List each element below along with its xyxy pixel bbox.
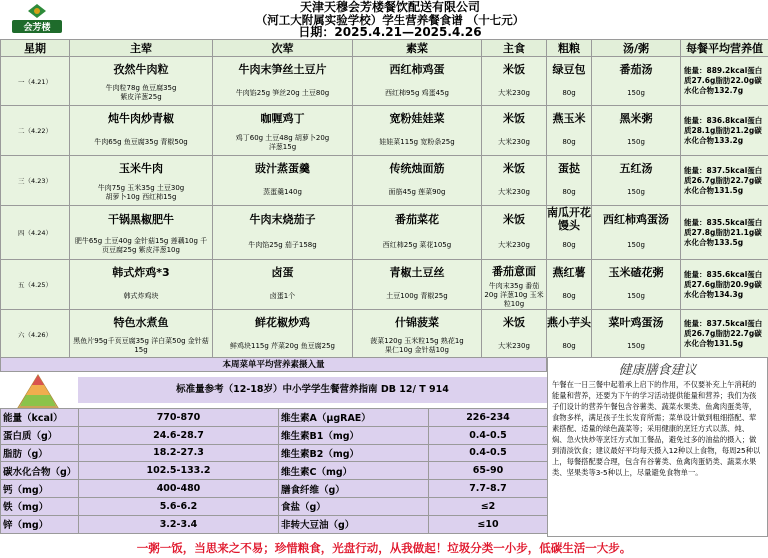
main-dish-ingredients: 牛肉75g 玉米35g 土豆30g 胡萝卜10g 西红柿15g: [97, 183, 185, 201]
staple-name: 米饭: [503, 161, 525, 175]
nutrient-value: 226-234: [429, 409, 548, 427]
veg-dish-name: 西红柿鸡蛋: [389, 62, 445, 76]
sub-dish-ingredients: 牛肉馅25g 笋丝20g 土豆80g: [235, 88, 330, 97]
veg-dish-name: 青椒土豆丝: [389, 265, 445, 279]
main-dish-name: 炖牛肉炒青椒: [108, 111, 174, 125]
sub-dish-ingredients: 鲜鸡块115g 芹菜20g 鱼豆腐25g: [230, 341, 335, 350]
staple-ingredients: 大米230g: [498, 241, 530, 250]
nutrient-name: 维生素C（mg）: [279, 462, 429, 480]
table-row: [1, 57, 768, 106]
staple-name: 米饭: [503, 315, 525, 329]
grain-name: 燕小芋头: [547, 315, 591, 329]
soup-ingredients: 150g: [627, 138, 645, 147]
day-cell: [1, 206, 70, 260]
title-school: （河工大附属实验学校）学生营养餐食谱 （十七元）: [255, 12, 525, 27]
nutrient-name: 维生素B1（mg）: [279, 426, 429, 444]
nutrition-cell: [681, 310, 768, 359]
grain-cell: [547, 106, 592, 156]
day-label: 二（4.22）: [18, 127, 52, 135]
day-label: 一（4.21）: [18, 77, 52, 86]
header: [0, 0, 768, 39]
veg-dish-cell: [353, 106, 482, 156]
veg-dish-name: 宽粉娃娃菜: [389, 111, 445, 125]
sub-dish-name: 咖喱鸡丁: [260, 111, 305, 125]
nutrition-cell: [681, 57, 768, 106]
grain-cell: [547, 57, 592, 106]
staple-name: 米饭: [503, 111, 525, 125]
nutrient-name: 蛋白质（g）: [1, 426, 79, 444]
standard-reference: 标准量参考（12-18岁）中小学学生餐营养指南 DB 12/ T 914: [78, 377, 547, 403]
sub-dish-cell: [213, 260, 353, 310]
soup-ingredients: 150g: [627, 188, 645, 197]
veg-dish-ingredients: 娃娃菜115g 宽粉条25g: [379, 138, 455, 147]
nutrient-name: 维生素B2（mg）: [279, 444, 429, 462]
title-company: 天津天穆会芳楼餐饮配送有限公司: [299, 0, 480, 14]
nutrient-name: 碳水化合物（g）: [1, 462, 79, 480]
day-cell: [1, 310, 70, 359]
soup-name: 五红汤: [619, 161, 653, 175]
nutrient-value: 770-870: [79, 409, 279, 427]
veg-dish-ingredients: 菠菜120g 玉米粒15g 熟花1g 果仁10g 金针菇10g: [370, 337, 464, 354]
menu-table: [0, 39, 768, 359]
day-cell: [1, 260, 70, 310]
staple-ingredients: 大米230g: [498, 88, 530, 97]
main-dish-name: 韩式炸鸡*3: [112, 265, 170, 279]
nutrition-section: [0, 357, 768, 537]
veg-dish-name: 传统烛面筋: [389, 161, 445, 175]
header-day: 星期: [1, 40, 70, 57]
nutrition-cell: [681, 106, 768, 156]
grain-ingredients: 80g: [562, 292, 576, 301]
nutrient-name: 钙（mg）: [1, 480, 79, 498]
nutrient-row: [1, 497, 548, 515]
main-dish-ingredients: 黑鱼片95g千页豆腐35g 洋白菜50g 金针菇15g: [73, 337, 209, 354]
weekly-nutrient-heading: 本周菜单平均营养素摄入量: [0, 357, 547, 372]
nutrient-row: [1, 462, 548, 480]
soup-ingredients: 150g: [627, 341, 645, 350]
sub-dish-ingredients: 牛肉馅25g 茄子158g: [248, 241, 317, 250]
sub-dish-cell: [213, 206, 353, 260]
nutrient-value: 24.6-28.7: [79, 426, 279, 444]
staple-cell: [482, 260, 547, 310]
nutrition-cell: [681, 260, 768, 310]
soup-cell: [592, 57, 681, 106]
soup-name: 菜叶鸡蛋汤: [608, 315, 664, 329]
sub-dish-ingredients: 卤蛋1个: [269, 292, 296, 301]
day-cell: [1, 57, 70, 106]
nutrient-value: 65-90: [429, 462, 548, 480]
table-row: [1, 310, 768, 359]
main-dish-ingredients: 韩式炸鸡块: [123, 292, 159, 301]
company-logo: [8, 2, 66, 36]
staple-ingredients: 大米230g: [498, 341, 530, 350]
header-nutrition: 每餐平均营养值: [681, 40, 768, 57]
soup-name: 番茄汤: [619, 62, 653, 76]
staple-cell: [482, 57, 547, 106]
main-dish-cell: [70, 260, 213, 310]
staple-cell: [482, 206, 547, 260]
main-dish-cell: [70, 106, 213, 156]
grain-ingredients: 80g: [562, 188, 576, 197]
veg-dish-cell: [353, 260, 482, 310]
nutrient-row: [1, 515, 548, 533]
header-staple: 主食: [482, 40, 547, 57]
soup-cell: [592, 156, 681, 206]
sub-dish-cell: [213, 57, 353, 106]
nutrient-table: [0, 408, 548, 534]
nutrient-value: 102.5-133.2: [79, 462, 279, 480]
nutrient-value: 400-480: [79, 480, 279, 498]
grain-ingredients: 80g: [562, 241, 576, 250]
grain-ingredients: 80g: [562, 88, 576, 97]
grain-cell: [547, 156, 592, 206]
veg-dish-ingredients: 西红柿25g 菜花105g: [382, 241, 452, 250]
sub-dish-name: 豉汁蒸蛋羹: [255, 161, 310, 175]
nutrient-row: [1, 426, 548, 444]
veg-dish-name: 什锦菠菜: [395, 315, 439, 329]
main-dish-ingredients: 肥牛65g 土豆40g 金针菇15g 莲藕10g 千页豆腐25g 紫皮洋葱10g: [74, 236, 208, 254]
health-advice-panel: [547, 357, 768, 537]
nutrient-name: 非转大豆油（g）: [279, 515, 429, 533]
grain-cell: [547, 260, 592, 310]
nutrient-value: ≤2: [429, 497, 548, 515]
date-range: 日期：2025.4.21—2025.4.26: [298, 25, 482, 39]
soup-cell: [592, 260, 681, 310]
staple-cell: [482, 310, 547, 359]
advice-title: 健康膳食建议: [618, 363, 697, 378]
nutrient-name: 锌（mg）: [1, 515, 79, 533]
main-dish-cell: [70, 57, 213, 106]
main-dish-name: 特色水煮鱼: [113, 315, 169, 329]
slogan: 一粥一饭，当思来之不易；珍惜粮食，光盘行动，从我做起！垃圾分类一小步，低碳生活一大步。: [136, 541, 632, 555]
nutrient-value: 18.2-27.3: [79, 444, 279, 462]
veg-dish-ingredients: 面筋45g 莲菜90g: [388, 188, 446, 197]
sub-dish-ingredients: 蒸蛋羹140g: [263, 188, 302, 197]
table-row: [1, 106, 768, 156]
soup-name: 西红柿鸡蛋汤: [603, 212, 669, 226]
soup-ingredients: 150g: [627, 292, 645, 301]
advice-text: 午餐在一日三餐中起着承上启下的作用，不仅要补充上午消耗的能量和营养，还要为下午的学习活动提供能量和营养；我们为孩子们设计的营养午餐包含谷薯类、蔬菜水果类、鱼禽肉蛋类等，食物多样，满足孩子生长发育所需；菜单设计做到粗细搭配、荤素搭配、适量的绿色蔬菜等；采用健康的烹饪方式以蒸、炖、焖、急火快炒等烹饪方式加工餐品，避免过多的油盐的摄入；做到清淡饮食；建议最好平均每天摄入12种以上食物，每周25种以上，每餐搭配要合理，包含有谷薯类、鱼禽肉蛋奶类、蔬菜水果类、坚果类等3-5种以上，尽量避免食物单一。: [552, 380, 761, 477]
grain-name: 燕玉米: [552, 111, 586, 125]
nutrient-value: 3.2-3.4: [79, 515, 279, 533]
table-row: [1, 260, 768, 310]
grain-ingredients: 80g: [562, 341, 576, 350]
staple-ingredients: 大米230g: [498, 188, 530, 197]
nutrition-value: 能量：835.5kcal蛋白质27.8g脂肪21.1g碳水化合物133.5g: [684, 217, 763, 247]
veg-dish-cell: [353, 57, 482, 106]
nutrient-name: 能量（kcal）: [1, 409, 79, 427]
nutrition-value: 能量：836.8kcal蛋白质28.1g脂肪21.2g碳水化合物133.2g: [684, 115, 763, 145]
menu-title: [150, 1, 630, 39]
main-dish-cell: [70, 310, 213, 359]
nutrition-cell: [681, 156, 768, 206]
sub-dish-cell: [213, 156, 353, 206]
sub-dish-name: 鲜花椒炒鸡: [255, 315, 310, 329]
veg-dish-cell: [353, 310, 482, 359]
grain-name: 燕红薯: [552, 265, 586, 279]
main-dish-ingredients: 牛肉65g 鱼豆腐35g 青椒50g: [94, 138, 188, 147]
soup-cell: [592, 206, 681, 260]
main-dish-cell: [70, 206, 213, 260]
soup-ingredients: 150g: [627, 241, 645, 250]
header-main: 主荤: [70, 40, 213, 57]
staple-name: 米饭: [503, 62, 525, 76]
nutrition-value: 能量：837.5kcal蛋白质26.7g脂肪22.7g碳水化合物131.5g: [684, 319, 763, 348]
grain-cell: [547, 310, 592, 359]
nutrient-name: 维生素A（μgRAE）: [279, 409, 429, 427]
nutrition-cell: [681, 206, 768, 260]
nutrient-value: 7.7-8.7: [429, 480, 548, 498]
veg-dish-name: 番茄菜花: [395, 212, 439, 226]
grain-name: 南瓜开花馒头: [547, 206, 591, 233]
veg-dish-ingredients: 西红柿95g 鸡蛋45g: [385, 88, 449, 97]
nutrition-value: 能量：835.6kcal蛋白质27.6g脂肪20.9g碳水化合物134.3g: [684, 269, 763, 299]
veg-dish-ingredients: 土豆100g 青椒25g: [386, 292, 448, 301]
nutrient-name: 脂肪（g）: [1, 444, 79, 462]
soup-cell: [592, 310, 681, 359]
nutrition-value: 能量：837.5kcal蛋白质26.7g脂肪22.7g碳水化合物131.5g: [684, 165, 763, 195]
grain-cell: [547, 206, 592, 260]
nutrient-row: [1, 480, 548, 498]
nutrient-row: [1, 409, 548, 427]
grain-name: 绿豆包: [552, 62, 586, 76]
staple-name: 番茄意面: [492, 264, 536, 278]
veg-dish-cell: [353, 156, 482, 206]
nutrient-name: 膳食纤维（g）: [279, 480, 429, 498]
header-soup: 汤/粥: [592, 40, 681, 57]
nutrient-value: 0.4-0.5: [429, 444, 548, 462]
day-label: 四（4.24）: [18, 229, 52, 237]
sub-dish-name: 卤蛋: [271, 265, 294, 279]
sub-dish-cell: [213, 106, 353, 156]
sub-dish-name: 牛肉末笋丝土豆片: [238, 62, 327, 76]
nutrient-name: 铁（mg）: [1, 497, 79, 515]
grain-name: 蛋挞: [558, 161, 580, 175]
day-label: 六（4.26）: [18, 330, 52, 339]
header-sub: 次荤: [213, 40, 353, 57]
day-cell: [1, 156, 70, 206]
nutrition-value: 能量：889.2kcal蛋白质27.6g脂肪22.0g碳水化合物132.7g: [684, 66, 763, 95]
nutrient-value: 5.6-6.2: [79, 497, 279, 515]
svg-text:会芳楼: 会芳楼: [23, 23, 51, 33]
staple-ingredients: 大米230g: [498, 138, 530, 147]
table-row: [1, 156, 768, 206]
menu-header-row: [1, 40, 768, 57]
day-cell: [1, 106, 70, 156]
soup-ingredients: 150g: [627, 88, 645, 97]
main-dish-cell: [70, 156, 213, 206]
grain-ingredients: 80g: [562, 138, 576, 147]
veg-dish-cell: [353, 206, 482, 260]
staple-name: 米饭: [503, 212, 525, 226]
header-veg: 素菜: [353, 40, 482, 57]
staple-cell: [482, 156, 547, 206]
soup-name: 玉米碴花粥: [608, 265, 664, 279]
day-label: 三（4.23）: [18, 177, 52, 185]
table-row: [1, 206, 768, 260]
soup-name: 黑米粥: [619, 111, 653, 125]
main-dish-name: 孜然牛肉粒: [113, 62, 169, 76]
staple-ingredients: 牛肉末35g 番茄20g 洋葱10g 玉米粒10g: [484, 282, 544, 308]
staple-cell: [482, 106, 547, 156]
nutrient-row: [1, 444, 548, 462]
nutrient-value: 0.4-0.5: [429, 426, 548, 444]
main-dish-name: 干锅黑椒肥牛: [108, 212, 174, 226]
sub-dish-ingredients: 鸡丁60g 土豆48g 胡萝卜20g 洋葱15g: [235, 133, 330, 151]
main-dish-ingredients: 牛肉粒78g 鱼豆腐35g 紫皮洋葱25g: [105, 84, 177, 101]
header-grain: 粗粮: [547, 40, 592, 57]
main-dish-name: 玉米牛肉: [119, 161, 163, 175]
day-label: 五（4.25）: [18, 281, 52, 289]
sub-dish-name: 牛肉末烧茄子: [249, 212, 316, 226]
nutrient-name: 食盐（g）: [279, 497, 429, 515]
soup-cell: [592, 106, 681, 156]
sub-dish-cell: [213, 310, 353, 359]
nutrient-value: ≤10: [429, 515, 548, 533]
